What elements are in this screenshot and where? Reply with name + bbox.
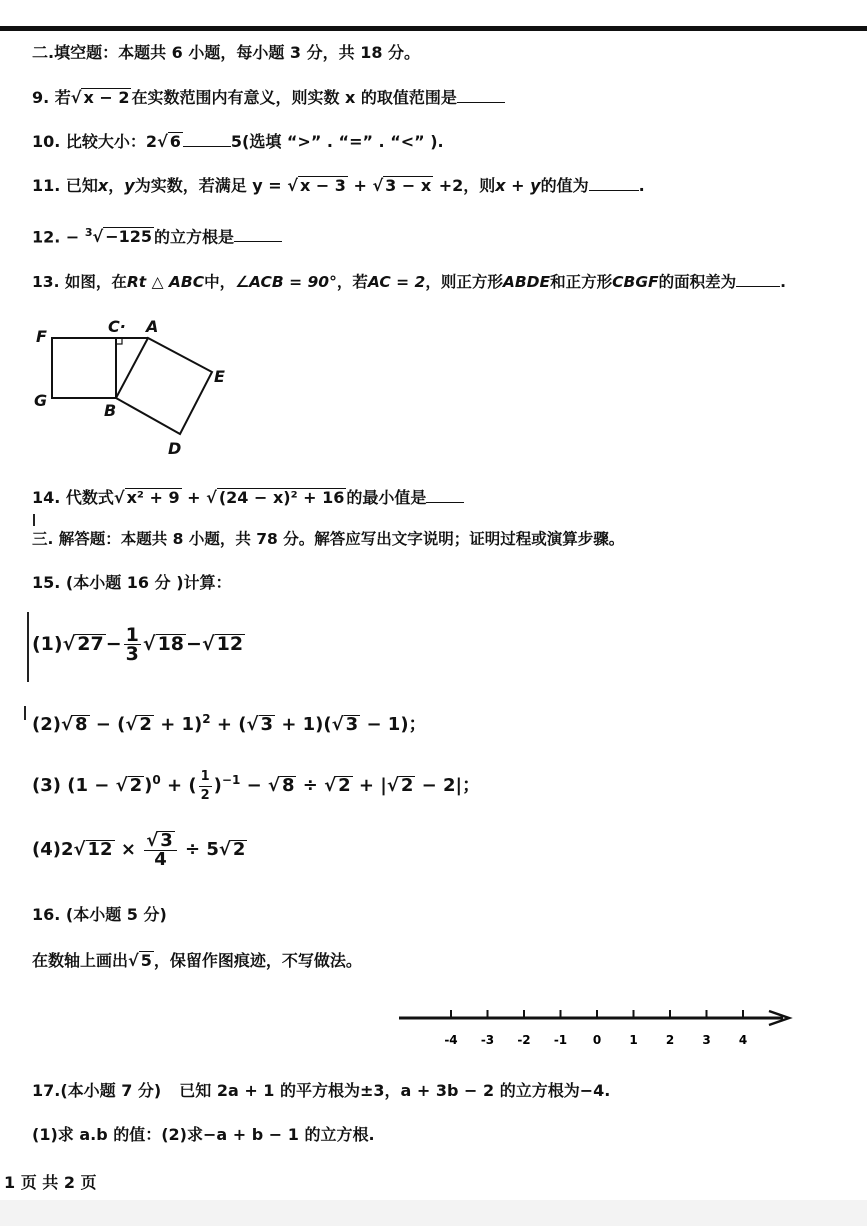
scan-mark (27, 612, 29, 682)
label-f: F (36, 327, 47, 346)
page-footer: 1 页 共 2 页 (4, 1173, 97, 1192)
geometry-figure (30, 316, 240, 461)
number-line-tick-label: 1 (629, 1033, 638, 1047)
question-15-4: (4)2√ 12 × $\frac{√ 3}{4}$ ÷ 5√ 2 (32, 830, 246, 870)
number-line-tick-label: 2 (665, 1033, 675, 1047)
number-line-tick-label: -4 (444, 1033, 458, 1047)
question-9: 9. 若√ x − 2 在实数范围内有意义，则实数 x 的取值范围是 (32, 86, 505, 109)
number-line-tick-label: -1 (553, 1033, 568, 1047)
question-14: 14. 代数式√ x² + 9 + √ (24 − x)² + 16 的最小值是 (32, 486, 464, 509)
number-line-tick-label: -3 (480, 1033, 495, 1047)
number-line-tick-label: 4 (738, 1033, 748, 1047)
question-15-2: (2)√ 8 − (√ 2 + 1)$^2$ + (√ 3 + 1)(√ 3 − 1)； (32, 712, 427, 735)
scan-mark (33, 514, 35, 526)
question-15-title: 15. (本小题 16 分 )计算： (32, 573, 232, 592)
question-10: 10. 比较大小：2√ 6 5(选填 “>” . “=” . “<” ). (32, 132, 444, 151)
question-16: 在数轴上画出√ 5 ，保留作图痕迹，不写做法。 (32, 951, 362, 970)
bottom-strip (0, 1200, 867, 1226)
square-cbgf (52, 338, 116, 398)
number-line-tick-label: 0 (592, 1033, 602, 1047)
square-abde (116, 338, 212, 434)
label-a: A (146, 317, 159, 336)
number-line-tick-label: 3 (702, 1033, 711, 1047)
section-2-heading: 二.填空题：本题共 6 小题，每小题 3 分，共 18 分。 (32, 43, 421, 62)
label-e: E (214, 367, 225, 386)
question-16-title: 16. (本小题 5 分) (32, 905, 167, 924)
number-line (395, 1006, 800, 1050)
question-15-3: (3) (1 − √ 2 )$^0$ + ( $\frac{1}{2}$ )$^{-1}$ − √ 8 ÷ √ 2 + |√ 2 − 2|； (32, 768, 481, 803)
question-12: 12. − $^3$√ −125 的立方根是 (32, 222, 282, 248)
top-rule (0, 26, 867, 31)
label-g: G (34, 391, 48, 410)
label-c: C· (108, 317, 126, 336)
question-17-parts: (1)求 a.b 的值：(2)求−a + b − 1 的立方根. (32, 1125, 375, 1144)
label-d: D (168, 439, 182, 458)
question-13: 13. 如图，在Rt △ ABC中，∠ACB = 90°，若AC = 2，则正方形ABDE和正方形CBGF的面积差为 . (32, 270, 786, 293)
question-17: 17.(本小题 7 分) 已知 2a + 1 的平方根为±3，a + 3b − 2 的立方根为−4. (32, 1081, 611, 1100)
section-3-heading: 三. 解答题：本题共 8 小题，共 78 分。解答应写出文字说明；证明过程或演算步骤。 (32, 530, 625, 548)
question-11: 11. 已知x，y为实数，若满足 y = √ x − 3 + √ 3 − x +2，则x + y的值为 . (32, 176, 645, 195)
scan-mark (24, 706, 26, 720)
question-15-1: (1)√ 27 − $\frac{1}{3}$ √ 18 −√ 12 (32, 624, 244, 665)
number-line-tick-label: -2 (517, 1033, 531, 1047)
label-b: B (104, 401, 117, 420)
